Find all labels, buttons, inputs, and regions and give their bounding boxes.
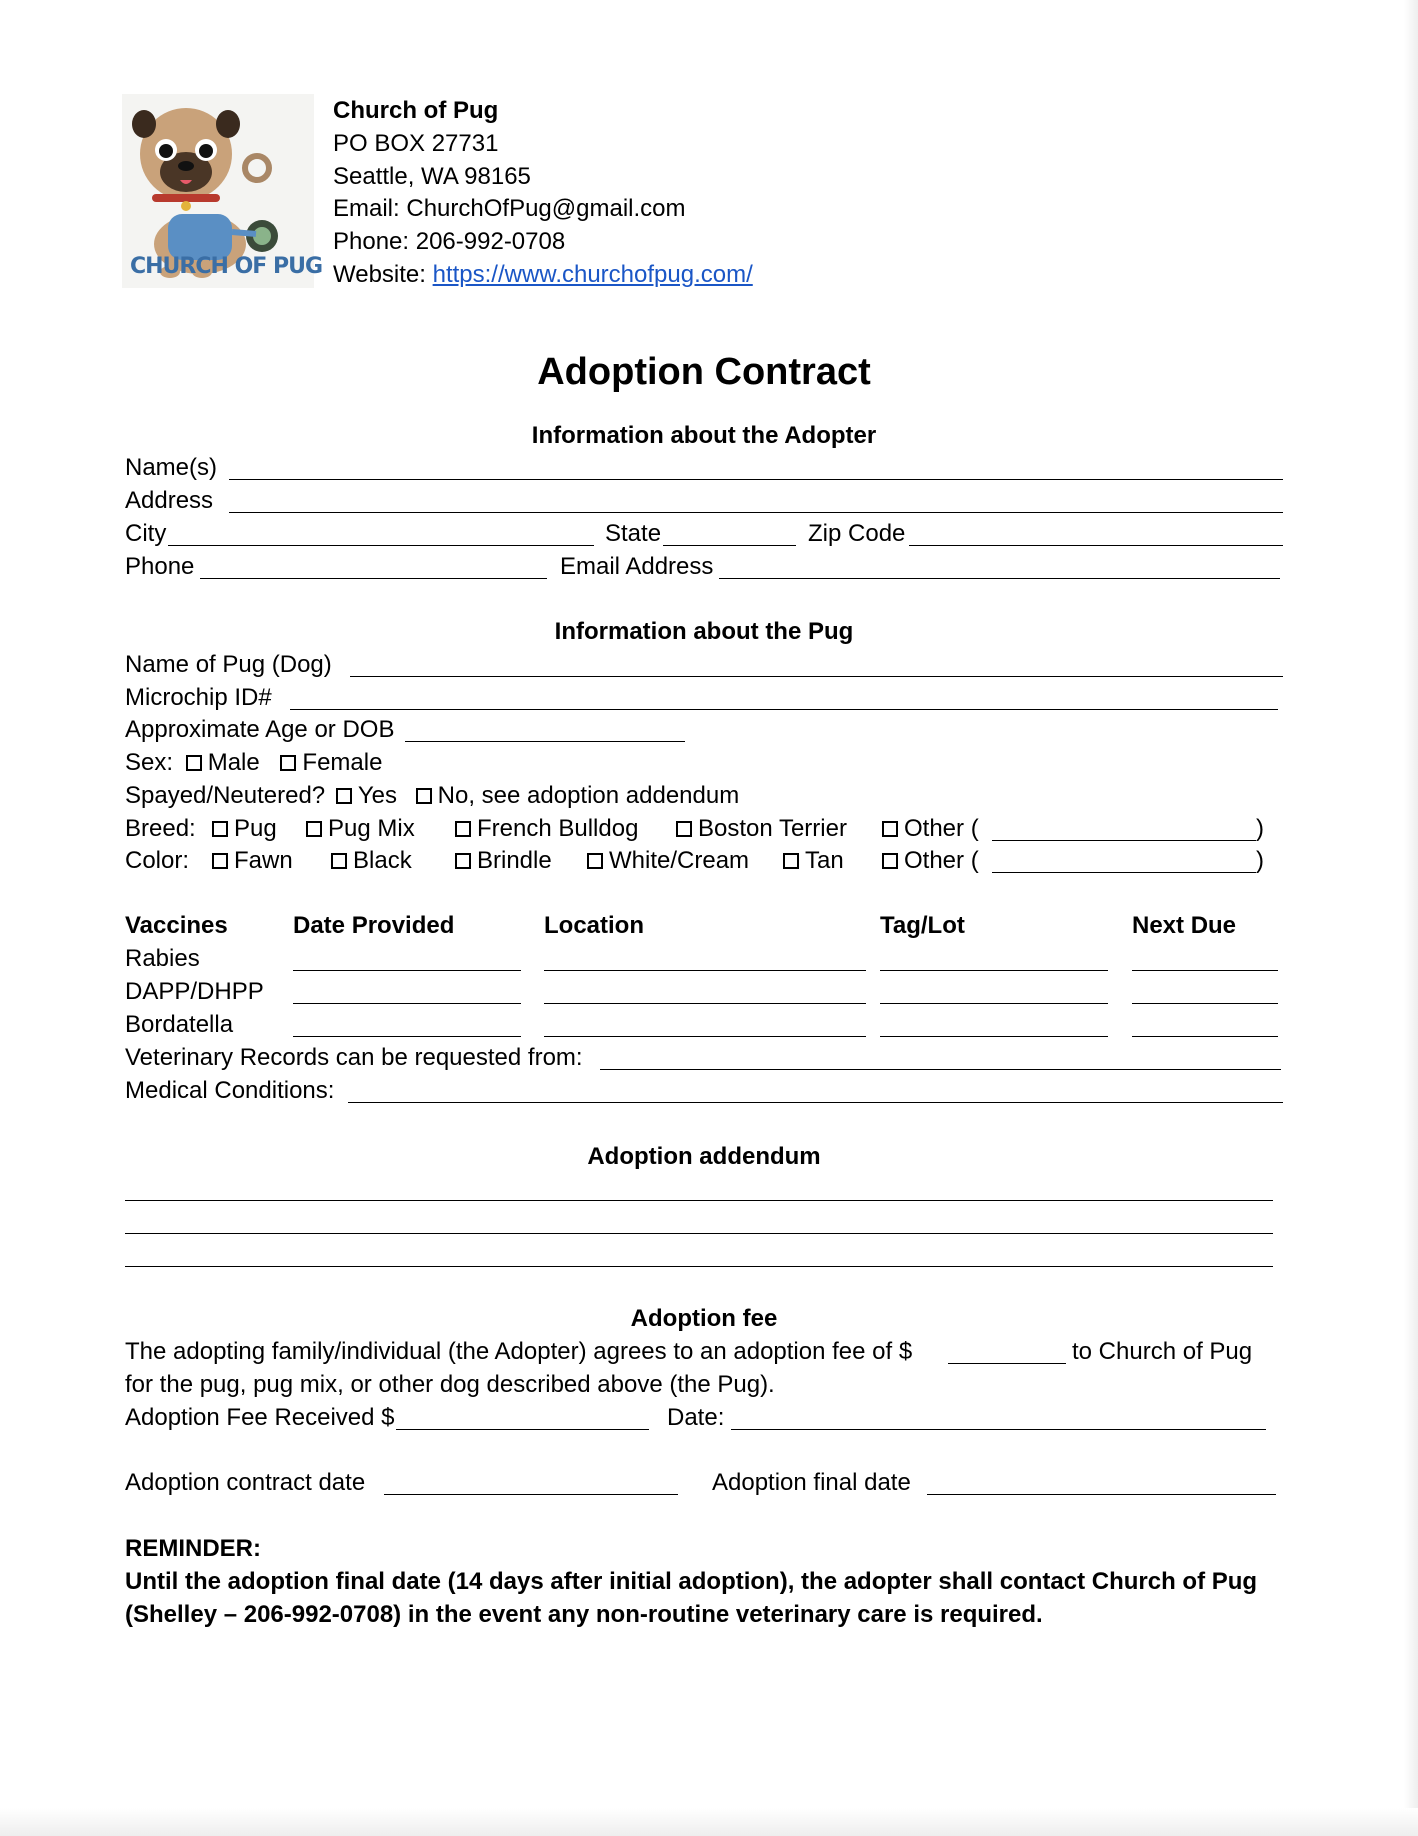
color-fawn-checkbox[interactable] [212, 853, 228, 869]
breed-boston-terrier-label: Boston Terrier [698, 815, 847, 842]
sex-male-label: Male [207, 749, 260, 776]
page-bottom-shadow [0, 1808, 1418, 1836]
breed-pug-checkbox[interactable] [212, 821, 228, 837]
color-white-cream-label: White/Cream [609, 847, 750, 874]
dapp-tag-field[interactable] [880, 1003, 1108, 1004]
spayed-no-label: No, see adoption addendum [437, 782, 740, 809]
dapp-location-field[interactable] [544, 1003, 866, 1004]
fee-received-field[interactable] [396, 1429, 649, 1430]
color-other-checkbox[interactable] [882, 853, 898, 869]
fee-text-line2: for the pug, pug mix, or other dog described above (the Pug). [125, 1371, 775, 1398]
color-brindle-label: Brindle [477, 847, 552, 874]
pug-section-heading: Information about the Pug [554, 618, 854, 645]
email-label: Email: [333, 195, 407, 222]
sex-male-checkbox[interactable] [186, 755, 202, 771]
spayed-yes-checkbox[interactable] [336, 788, 352, 804]
website-label: Website: [333, 261, 433, 288]
email-value: ChurchOfPug@gmail.com [406, 195, 686, 222]
vaccines-header-next-due: Next Due [1132, 912, 1237, 939]
color-brindle-checkbox[interactable] [455, 853, 471, 869]
logo-text: CHURCH OF PUG [130, 254, 323, 279]
names-label: Name(s) [125, 454, 218, 481]
final-date-field[interactable] [927, 1494, 1276, 1495]
addendum-line[interactable] [125, 1233, 1273, 1234]
phone-label: Phone [125, 553, 195, 580]
bordatella-next-due-field[interactable] [1132, 1036, 1278, 1037]
bordatella-tag-field[interactable] [880, 1036, 1108, 1037]
color-other-field[interactable] [992, 872, 1256, 873]
color-option-tan [783, 846, 844, 876]
city-label: City [125, 520, 167, 547]
color-option-black [331, 846, 412, 876]
color-fawn-label: Fawn [234, 847, 293, 874]
rabies-next-due-field[interactable] [1132, 970, 1278, 971]
vaccine-row-label: Bordatella [125, 1011, 234, 1038]
breed-option-pug-mix [306, 814, 415, 844]
state-field[interactable] [663, 545, 796, 546]
contract-date-label: Adoption contract date [125, 1469, 366, 1496]
vaccines-header-date: Date Provided [293, 912, 455, 939]
breed-option-boston-terrier [676, 814, 847, 844]
fee-heading: Adoption fee [630, 1305, 778, 1332]
microchip-field[interactable] [290, 709, 1278, 710]
reminder-heading: REMINDER: [125, 1535, 261, 1562]
sex-row [125, 748, 382, 778]
color-tan-label: Tan [805, 847, 844, 874]
medical-conditions-field[interactable] [348, 1102, 1283, 1103]
color-black-checkbox[interactable] [331, 853, 347, 869]
breed-french-bulldog-checkbox[interactable] [455, 821, 471, 837]
addendum-line[interactable] [125, 1200, 1273, 1201]
adopter-section-heading: Information about the Adopter [531, 422, 877, 449]
rabies-date-field[interactable] [293, 970, 521, 971]
color-tan-checkbox[interactable] [783, 853, 799, 869]
color-black-label: Black [353, 847, 412, 874]
rabies-location-field[interactable] [544, 970, 866, 971]
spayed-no-checkbox[interactable] [416, 788, 432, 804]
age-label: Approximate Age or DOB [125, 716, 395, 743]
address-label: Address [125, 487, 214, 514]
zip-field[interactable] [909, 545, 1283, 546]
vaccine-row-label: DAPP/DHPP [125, 978, 264, 1005]
names-field[interactable] [229, 479, 1283, 480]
fee-date-field[interactable] [731, 1429, 1266, 1430]
org-email [333, 194, 686, 224]
email-address-label: Email Address [560, 553, 714, 580]
org-phone [333, 227, 565, 257]
breed-french-bulldog-label: French Bulldog [477, 815, 639, 842]
org-name: Church of Pug [333, 97, 499, 124]
zip-label: Zip Code [808, 520, 906, 547]
color-white-cream-checkbox[interactable] [587, 853, 603, 869]
color-option-brindle [455, 846, 552, 876]
sex-label: Sex: [125, 749, 174, 776]
vaccine-row-label: Rabies [125, 945, 200, 972]
vet-records-label: Veterinary Records can be requested from: [125, 1044, 583, 1071]
bordatella-location-field[interactable] [544, 1036, 866, 1037]
fee-date-label: Date: [667, 1404, 725, 1431]
microchip-label: Microchip ID# [125, 684, 272, 711]
bordatella-date-field[interactable] [293, 1036, 521, 1037]
vaccines-header-tag-lot: Tag/Lot [880, 912, 965, 939]
color-close-paren: ) [1256, 847, 1264, 874]
color-option-fawn [212, 846, 293, 876]
address-field[interactable] [229, 512, 1283, 513]
spayed-yes-label: Yes [357, 782, 397, 809]
breed-other-checkbox[interactable] [882, 821, 898, 837]
reminder-line1: Until the adoption final date (14 days after initial adoption), the adopter shall contact Church of Pug [125, 1568, 1258, 1595]
sex-female-label: Female [302, 749, 383, 776]
city-field[interactable] [168, 545, 594, 546]
spayed-label: Spayed/Neutered? [125, 782, 326, 809]
breed-pug-label: Pug [234, 815, 277, 842]
breed-boston-terrier-checkbox[interactable] [676, 821, 692, 837]
org-website [333, 260, 753, 290]
church-of-pug-logo [122, 94, 323, 288]
medical-conditions-label: Medical Conditions: [125, 1077, 335, 1104]
color-label: Color: [125, 847, 190, 874]
breed-label: Breed: [125, 815, 196, 842]
breed-option-french-bulldog [455, 814, 638, 844]
page-edge-shadow [1404, 0, 1418, 1836]
rabies-tag-field[interactable] [880, 970, 1108, 971]
org-address-line2: Seattle, WA 98165 [333, 163, 531, 190]
breed-other-label: Other ( [904, 815, 979, 842]
website-link[interactable]: https://www.churchofpug.com/ [432, 261, 753, 288]
pug-name-label: Name of Pug (Dog) [125, 651, 332, 678]
addendum-heading: Adoption addendum [587, 1143, 821, 1170]
reminder-line2: (Shelley – 206-992-0708) in the event any non-routine veterinary care is required. [125, 1601, 1043, 1628]
breed-pug-mix-label: Pug Mix [328, 815, 415, 842]
pug-name-field[interactable] [350, 676, 1283, 677]
dapp-date-field[interactable] [293, 1003, 521, 1004]
color-option-other [882, 846, 979, 876]
fee-amount-field[interactable] [948, 1363, 1066, 1364]
spayed-row [125, 781, 739, 811]
email-field[interactable] [719, 578, 1280, 579]
final-date-label: Adoption final date [712, 1469, 911, 1496]
org-address-line1: PO BOX 27731 [333, 130, 499, 157]
addendum-line[interactable] [125, 1266, 1273, 1267]
color-other-label: Other ( [904, 847, 979, 874]
breed-other-field[interactable] [992, 840, 1256, 841]
breed-option-other [882, 814, 979, 844]
vaccines-header-location: Location [544, 912, 644, 939]
breed-pug-mix-checkbox[interactable] [306, 821, 322, 837]
breed-option-pug [212, 814, 277, 844]
contract-date-field[interactable] [384, 1494, 678, 1495]
breed-close-paren: ) [1256, 815, 1264, 842]
state-label: State [605, 520, 662, 547]
phone-label: Phone: [333, 228, 416, 255]
dapp-next-due-field[interactable] [1132, 1003, 1278, 1004]
vaccines-header-vaccines: Vaccines [125, 912, 228, 939]
page-title: Adoption Contract [537, 351, 871, 393]
fee-text-line1b: to Church of Pug [1072, 1338, 1253, 1365]
fee-received-label: Adoption Fee Received $ [125, 1404, 395, 1431]
vet-records-field[interactable] [600, 1069, 1281, 1070]
phone-value: 206-992-0708 [415, 228, 566, 255]
sex-female-checkbox[interactable] [280, 755, 296, 771]
color-option-white-cream [587, 846, 749, 876]
age-field[interactable] [405, 741, 685, 742]
phone-field[interactable] [200, 578, 547, 579]
fee-text-line1a: The adopting family/individual (the Adopter) agrees to an adoption fee of $ [125, 1338, 913, 1365]
